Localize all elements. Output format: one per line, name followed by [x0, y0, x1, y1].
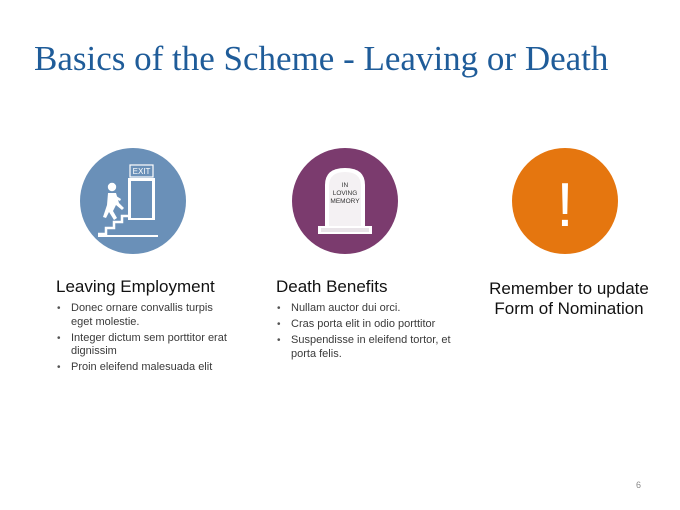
- reminder-line-1: Remember to update: [489, 279, 649, 298]
- nomination-reminder: [470, 279, 668, 319]
- list-item: • Suspendisse in eleifend tortor, et porta felis.: [277, 334, 455, 361]
- exclamation-icon: [512, 148, 618, 254]
- tombstone-icon: [292, 148, 398, 254]
- leaving-employment-title: Leaving Employment: [56, 277, 215, 296]
- exit-sign-text: EXIT: [132, 167, 151, 177]
- tombstone-line-1: IN: [341, 182, 349, 189]
- list-item: • Donec ornare convallis turpis eget molestie.: [57, 302, 235, 329]
- tombstone-line-2: LOVING: [332, 190, 358, 197]
- death-benefits-title: Death Benefits: [276, 277, 388, 296]
- list-item: • Integer dictum sem porttitor erat dignissim: [57, 332, 235, 359]
- list-item: • Proin eleifend malesuada elit: [57, 361, 235, 375]
- list-item: • Cras porta elit in odio porttitor: [277, 318, 455, 332]
- exclamation-mark: !: [556, 171, 574, 240]
- death-benefits-bullets: [277, 302, 455, 364]
- reminder-line-2: Form of Nomination: [494, 299, 644, 318]
- list-item: • Nullam auctor dui orci.: [277, 302, 455, 316]
- exit-stairs-icon: [80, 148, 186, 254]
- slide-title: Basics of the Scheme - Leaving or Death: [34, 39, 609, 78]
- tombstone-line-3: MEMORY: [330, 198, 360, 205]
- page-number: 6: [636, 480, 642, 490]
- leaving-employment-bullets: [57, 302, 235, 377]
